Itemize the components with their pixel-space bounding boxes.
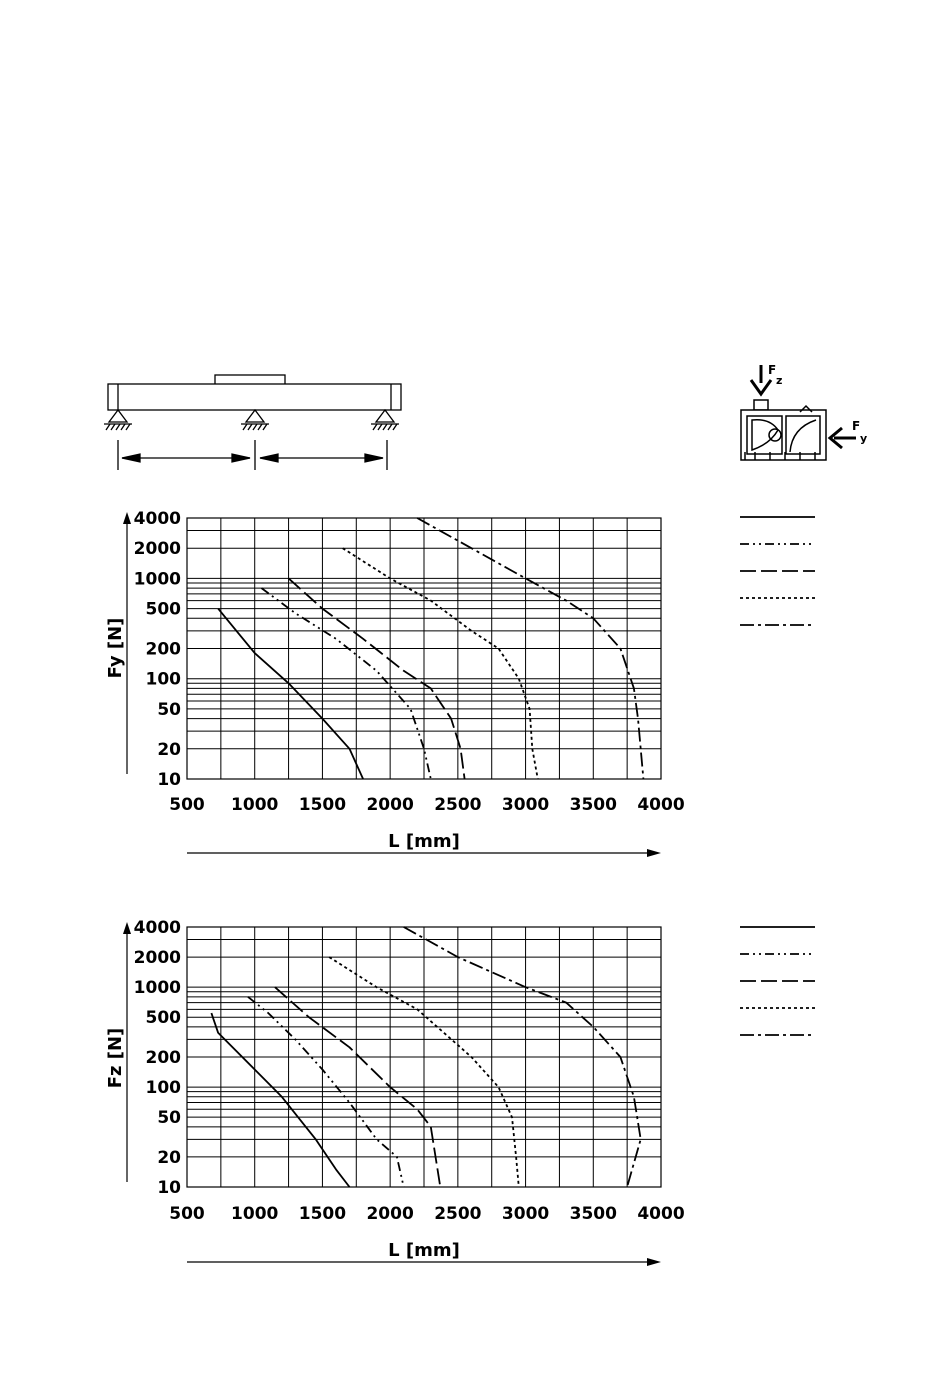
y-tick-label: 10: [157, 770, 181, 790]
y-tick-label: 1000: [133, 978, 181, 999]
beam-diagram: [104, 375, 401, 470]
x-tick-label: 2500: [434, 795, 482, 815]
chart-grid: [187, 927, 661, 1187]
span-dimension-arrows: [118, 440, 387, 470]
x-tick-label: 1000: [231, 1204, 279, 1224]
y-tick-label: 200: [145, 1048, 181, 1068]
x-tick-label: 1500: [298, 795, 347, 815]
chart-2: [105, 918, 815, 1266]
y-axis-arrowhead-icon: [123, 512, 131, 524]
x-axis-label: L [mm]: [388, 831, 460, 852]
chart-grid: [187, 518, 661, 779]
charts-layer: [105, 509, 815, 1266]
y-axis-label: Fy [N]: [105, 617, 126, 679]
support-middle-icon: [241, 410, 269, 430]
beam-body: [108, 384, 401, 410]
x-tick-label: 500: [169, 1204, 205, 1224]
y-axis-label: Fz [N]: [105, 1027, 126, 1089]
y-axis-arrowhead-icon: [123, 922, 131, 934]
y-tick-label: 2000: [133, 539, 181, 560]
fy-label-sub: y: [860, 432, 868, 445]
profile-cross-section: [741, 363, 867, 460]
x-tick-label: 4000: [637, 795, 685, 815]
x-tick-label: 500: [169, 795, 205, 815]
x-axis-label: L [mm]: [388, 1240, 460, 1261]
y-tick-label: 20: [157, 739, 181, 760]
x-tick-label: 2500: [434, 1204, 482, 1224]
x-tick-label: 3000: [501, 795, 550, 815]
y-tick-label: 500: [145, 1008, 181, 1029]
y-tick-label: 4000: [133, 918, 181, 938]
x-tick-label: 2000: [366, 1204, 414, 1224]
y-tick-label: 50: [157, 1108, 181, 1129]
fz-label: F: [768, 363, 777, 377]
y-tick-label: 4000: [133, 509, 181, 529]
support-right-icon: [371, 410, 399, 430]
x-tick-label: 3500: [569, 795, 617, 815]
y-tick-label: 200: [145, 639, 181, 660]
x-tick-label: 2000: [366, 795, 414, 815]
x-axis-arrowhead-icon: [647, 1258, 661, 1266]
x-tick-label: 3000: [501, 1204, 550, 1224]
x-tick-label: 1500: [298, 1204, 347, 1224]
fz-label-sub: z: [776, 374, 783, 387]
y-tick-label: 500: [145, 599, 181, 620]
y-tick-label: 100: [145, 669, 181, 690]
profile-shape: [741, 400, 826, 460]
y-tick-label: 10: [157, 1178, 181, 1198]
x-tick-label: 4000: [637, 1204, 685, 1224]
chart-1: [105, 509, 815, 857]
x-tick-label: 3500: [569, 1204, 617, 1224]
fy-label: F: [852, 419, 861, 433]
y-tick-label: 100: [145, 1078, 181, 1099]
y-tick-label: 20: [157, 1147, 181, 1168]
y-tick-label: 2000: [133, 948, 181, 969]
y-tick-label: 1000: [133, 569, 181, 590]
x-axis-arrowhead-icon: [647, 849, 661, 857]
y-tick-label: 50: [157, 699, 181, 720]
x-tick-label: 1000: [231, 795, 279, 815]
support-left-icon: [104, 410, 132, 430]
